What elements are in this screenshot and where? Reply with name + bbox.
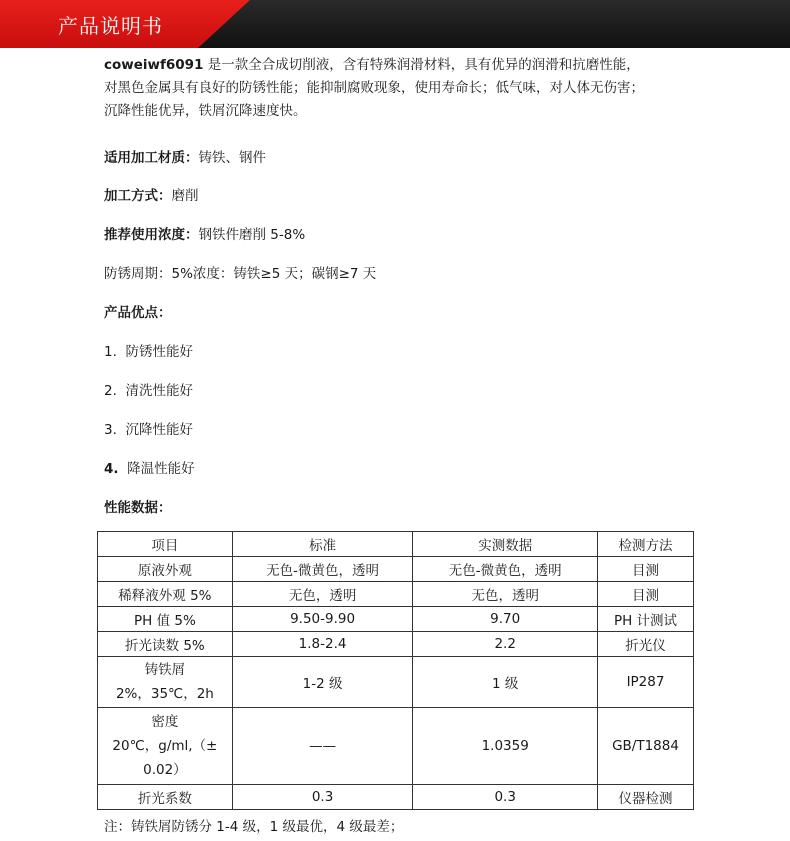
performance-heading <box>104 496 172 516</box>
advantage-item <box>104 340 193 360</box>
advantage-num: 2. <box>104 383 117 399</box>
cell-item: 稀释液外观 5% <box>98 582 233 607</box>
concentration-label: 推荐使用浓度： <box>104 227 199 243</box>
method-value: 磨削 <box>171 188 199 204</box>
table-row <box>98 632 694 657</box>
cell-method: GB/T1884 <box>598 708 694 785</box>
cell-standard: 0.3 <box>232 785 413 810</box>
table-row <box>98 708 694 785</box>
advantage-item <box>104 379 193 399</box>
rust-period-row: 防锈周期：5%浓度：铸铁≥5 天；碳钢≥7 天 <box>104 266 377 282</box>
concentration-row <box>104 223 305 243</box>
advantage-text: 降温性能好 <box>127 461 195 477</box>
cell-item-line: 2%，35℃，2h <box>115 686 214 702</box>
advantage-text: 清洗性能好 <box>125 383 193 399</box>
cell-measured: 9.70 <box>413 607 598 632</box>
advantage-item <box>104 457 195 477</box>
advantage-text: 防锈性能好 <box>125 344 193 360</box>
header-item: 项目 <box>98 532 233 557</box>
method-row <box>104 184 199 204</box>
advantages-label: 产品优点： <box>104 305 172 321</box>
cell-item: 折光系数 <box>98 785 233 810</box>
cell-measured: 无色-微黄色，透明 <box>413 557 598 582</box>
cell-standard: 无色-微黄色，透明 <box>232 557 413 582</box>
cell-item-line: 铸铁屑 <box>144 662 186 678</box>
cell-item <box>98 657 233 708</box>
cell-measured: 1 级 <box>413 657 598 708</box>
cell-item-line: 20℃，g/ml,（± <box>112 738 218 754</box>
intro-line-1: 是一款全合成切削液，含有特殊润滑材料，具有优异的润滑和抗磨性能， <box>203 57 640 73</box>
concentration-value: 钢铁件磨削 5-8% <box>198 227 306 243</box>
performance-table <box>97 531 694 810</box>
cell-method: 目测 <box>598 582 694 607</box>
table-row <box>98 607 694 632</box>
product-model: coweiwf6091 <box>104 57 204 73</box>
intro-line-2: 对黑色金属具有良好的防锈性能；能抑制腐败现象，使用寿命长；低气味，对人体无伤害； <box>104 80 644 96</box>
table-row <box>98 785 694 810</box>
advantage-item <box>104 418 193 438</box>
header-measured: 实测数据 <box>413 532 598 557</box>
cell-measured: 2.2 <box>413 632 598 657</box>
cell-method: 目测 <box>598 557 694 582</box>
cell-measured: 无色，透明 <box>413 582 598 607</box>
advantage-num: 3. <box>104 422 117 438</box>
cell-standard: 1-2 级 <box>232 657 413 708</box>
advantages-heading <box>104 301 172 321</box>
materials-label: 适用加工材质： <box>104 150 199 166</box>
materials-row <box>104 146 266 166</box>
table-row <box>98 582 694 607</box>
cell-method: IP287 <box>598 657 694 708</box>
cell-method: 仪器检测 <box>598 785 694 810</box>
cell-method: PH 计测试 <box>598 607 694 632</box>
footnote: 注：铸铁屑防锈分 1-4 级，1 级最优，4 级最差； <box>104 819 404 835</box>
cell-measured: 0.3 <box>413 785 598 810</box>
cell-item-line: 0.02） <box>143 762 187 778</box>
cell-item: PH 值 5% <box>98 607 233 632</box>
cell-standard: 无色，透明 <box>232 582 413 607</box>
method-label: 加工方式： <box>104 188 172 204</box>
cell-standard: 1.8-2.4 <box>232 632 413 657</box>
section-header-banner <box>0 0 790 48</box>
product-intro <box>104 54 754 123</box>
cell-standard: —— <box>232 708 413 785</box>
cell-item <box>98 708 233 785</box>
materials-value: 铸铁、钢件 <box>198 150 266 166</box>
advantage-num: 4. <box>104 461 119 477</box>
header-method: 检测方法 <box>598 532 694 557</box>
cell-item: 折光读数 5% <box>98 632 233 657</box>
performance-label: 性能数据： <box>104 500 172 516</box>
cell-item-line: 密度 <box>151 714 179 730</box>
table-row <box>98 557 694 582</box>
advantage-text: 沉降性能好 <box>125 422 193 438</box>
advantage-num: 1. <box>104 344 117 360</box>
table-header-row <box>98 532 694 557</box>
cell-measured: 1.0359 <box>413 708 598 785</box>
cell-method: 折光仪 <box>598 632 694 657</box>
intro-line-3: 沉降性能优异，铁屑沉降速度快。 <box>104 103 307 119</box>
cell-item: 原液外观 <box>98 557 233 582</box>
cell-standard: 9.50-9.90 <box>232 607 413 632</box>
intro-paragraph <box>104 54 754 123</box>
header-standard: 标准 <box>232 532 413 557</box>
section-title: 产品说明书 <box>58 14 163 38</box>
table-row <box>98 657 694 708</box>
